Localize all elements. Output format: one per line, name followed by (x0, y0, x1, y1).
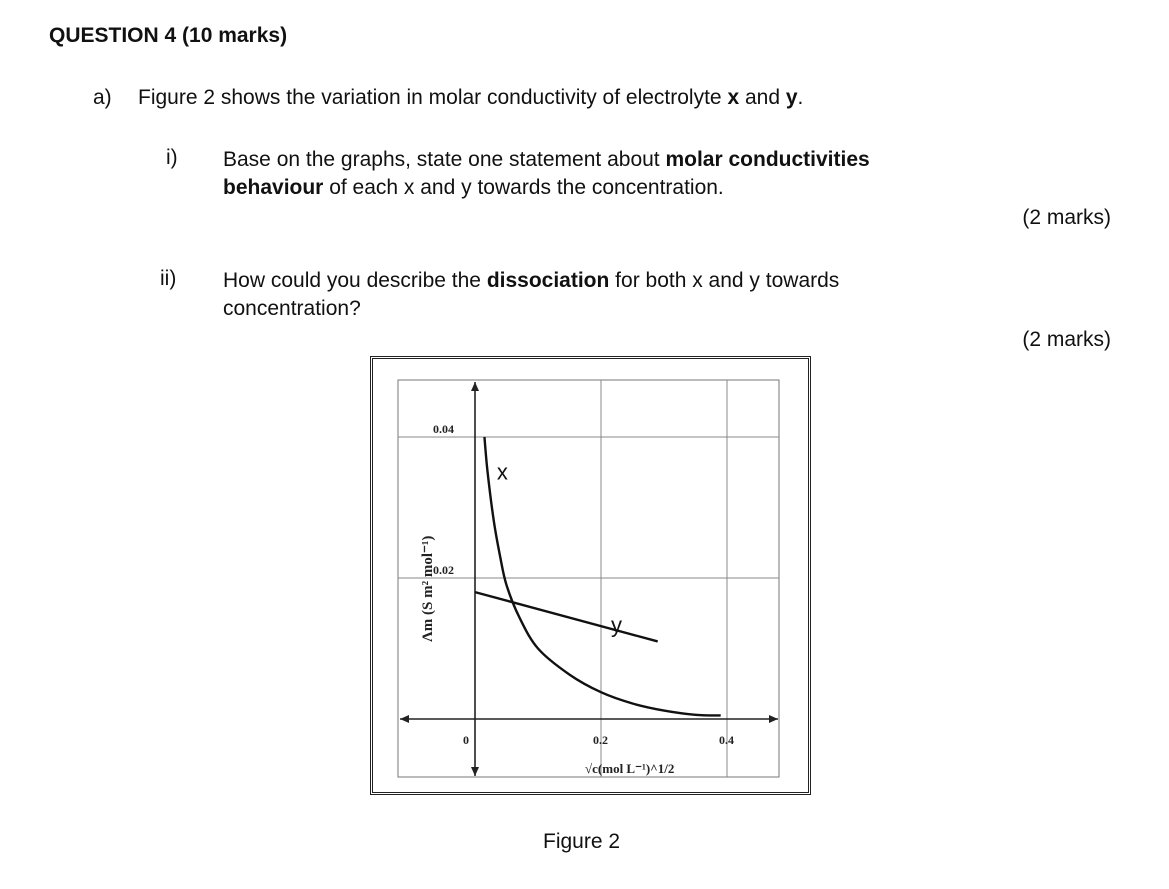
part-a-bold-y: y (785, 86, 798, 109)
series-x-label: x (496, 459, 508, 485)
y-axis-label: Λm (S m² mol⁻¹) (420, 535, 436, 642)
question-title: QUESTION 4 (10 marks) (49, 24, 288, 47)
sub-i-label: i) (166, 146, 178, 169)
sub-ii-line1-after: for both x and y towards (609, 269, 840, 292)
part-a-end: . (797, 86, 804, 109)
y-tick-label: 0.04 (433, 422, 454, 436)
x-axis-arrow-right (769, 715, 778, 723)
x-tick-label: 0 (463, 733, 469, 747)
sub-i-line1-before: Base on the graphs, state one statement about (223, 148, 666, 171)
sub-ii-marks: (2 marks) (1022, 328, 1111, 351)
figure-caption: Figure 2 (543, 830, 621, 853)
sub-i-line2-after: of each x and y towards the concentration. (323, 176, 724, 199)
part-a-label: a) (93, 86, 112, 109)
grid (398, 380, 779, 777)
y-axis-arrow-up (471, 382, 479, 391)
part-a-and: and (739, 86, 786, 109)
sub-ii-label: ii) (160, 267, 177, 290)
x-tick-label: 0.4 (719, 733, 734, 747)
part-a-bold-x: x (727, 86, 740, 109)
tick-labels (433, 422, 734, 747)
sub-i-line2-bold: behaviour (223, 176, 324, 199)
series-y-label: y (611, 612, 622, 638)
series-y-line (475, 592, 658, 641)
sub-ii-line1-before: How could you describe the (223, 269, 487, 292)
sub-i-marks: (2 marks) (1022, 206, 1111, 229)
sub-ii-line2: concentration? (223, 297, 361, 320)
x-tick-label: 0.2 (593, 733, 608, 747)
sub-ii-line1-bold: dissociation (486, 269, 610, 292)
series-x-line (484, 437, 720, 715)
y-axis-arrow-down (471, 767, 479, 776)
sub-i-line1-bold: molar conductivities (665, 148, 870, 171)
series-group (475, 437, 721, 715)
y-tick-label: 0.02 (433, 563, 454, 577)
x-axis-arrow-left (400, 715, 409, 723)
part-a-text-before: Figure 2 shows the variation in molar conductivity of electrolyte (138, 86, 728, 109)
x-axis-label: √c(mol L⁻¹)^1/2 (585, 761, 675, 776)
